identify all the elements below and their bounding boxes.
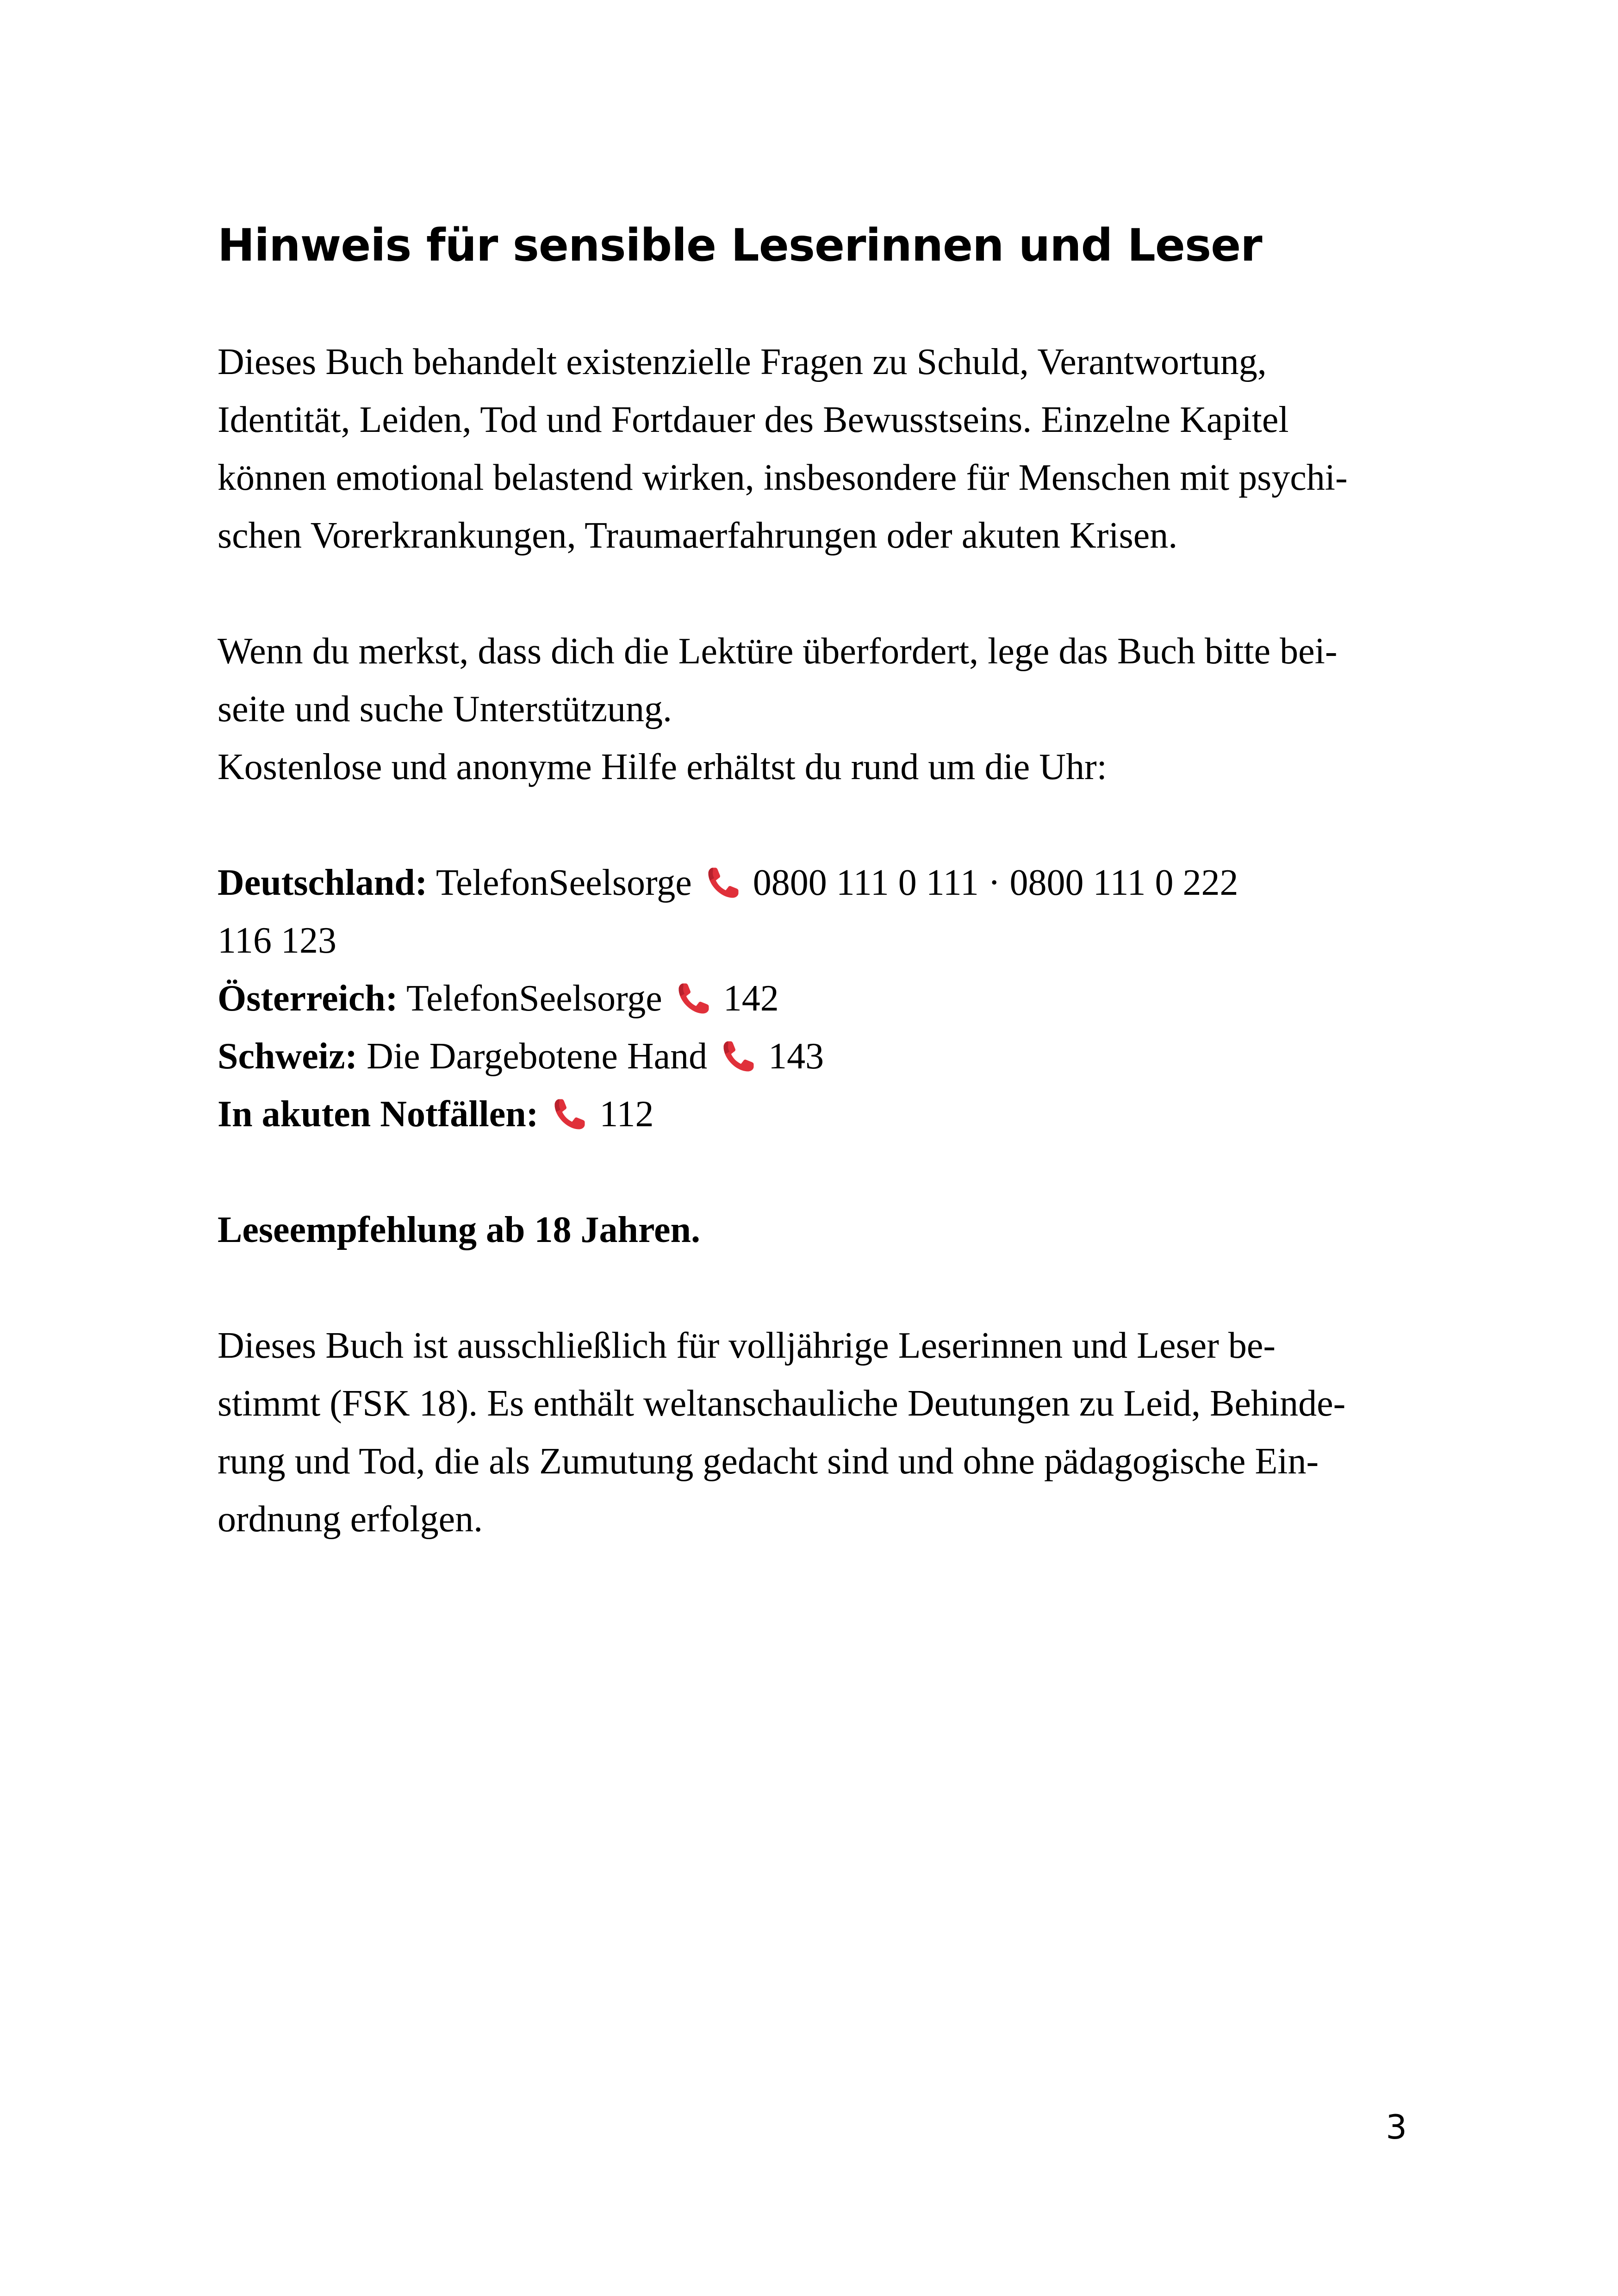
intro-paragraph xyxy=(218,333,1402,565)
telephone-receiver-icon xyxy=(705,864,742,901)
body-text xyxy=(218,333,1402,1548)
text-line: Dieses Buch ist ausschließlich für volljährige Leserinnen und Leser be- xyxy=(218,1325,1276,1366)
text-line: schen Vorerkrankungen, Traumaerfahrungen oder akuten Krisen. xyxy=(218,515,1178,556)
telephone-receiver-icon xyxy=(675,980,712,1017)
page-title: Hinweis für sensible Leserinnen und Leser xyxy=(218,219,1262,271)
text-line: rung und Tod, die als Zumutung gedacht sind und ohne pädagogische Ein- xyxy=(218,1441,1319,1482)
text-line: Kostenlose und anonyme Hilfe erhältst du rund um die Uhr: xyxy=(218,747,1107,787)
page-content xyxy=(218,218,1402,1548)
service-name: TelefonSeelsorge xyxy=(436,862,692,903)
phone-number: 116 123 xyxy=(218,920,337,961)
age-recommendation: Leseempfehlung ab 18 Jahren. xyxy=(218,1210,701,1250)
text-line: Dieses Buch behandelt existenzielle Fragen zu Schuld, Verantwortung, xyxy=(218,342,1267,382)
phone-numbers: 142 xyxy=(723,978,779,1019)
helpline-list xyxy=(218,854,1402,1143)
page-number: 3 xyxy=(1386,2108,1407,2146)
helpline-germany-extra xyxy=(218,912,1402,970)
emergency-label: In akuten Notfällen: xyxy=(218,1094,539,1135)
country-label: Schweiz: xyxy=(218,1036,358,1077)
service-name: Die Dargebotene Hand xyxy=(367,1036,708,1077)
fsk-paragraph xyxy=(218,1317,1402,1548)
helpline-emergency xyxy=(218,1086,1402,1143)
text-line: Wenn du merkst, dass dich die Lektüre überfordert, lege das Buch bitte bei- xyxy=(218,631,1338,672)
helpline-switzerland xyxy=(218,1028,1402,1086)
phone-numbers: 143 xyxy=(768,1036,824,1077)
helpline-germany xyxy=(218,854,1402,912)
text-line: Identität, Leiden, Tod und Fortdauer des Bewusstseins. Einzelne Kapitel xyxy=(218,399,1289,440)
country-label: Deutschland: xyxy=(218,862,428,903)
text-line: können emotional belastend wirken, insbesondere für Menschen mit psychi- xyxy=(218,457,1348,498)
telephone-receiver-icon xyxy=(720,1038,757,1075)
phone-numbers: 0800 111 0 111 · 0800 111 0 222 xyxy=(753,862,1238,903)
text-line: seite und suche Unterstützung. xyxy=(218,689,672,730)
country-label: Österreich: xyxy=(218,978,398,1019)
text-line: ordnung erfolgen. xyxy=(218,1499,483,1540)
support-paragraph xyxy=(218,623,1402,796)
helpline-austria xyxy=(218,970,1402,1028)
text-line: stimmt (FSK 18). Es enthält weltanschauliche Deutungen zu Leid, Behinde- xyxy=(218,1383,1346,1424)
phone-numbers: 112 xyxy=(599,1094,654,1135)
telephone-receiver-icon xyxy=(551,1096,588,1133)
service-name: TelefonSeelsorge xyxy=(406,978,662,1019)
